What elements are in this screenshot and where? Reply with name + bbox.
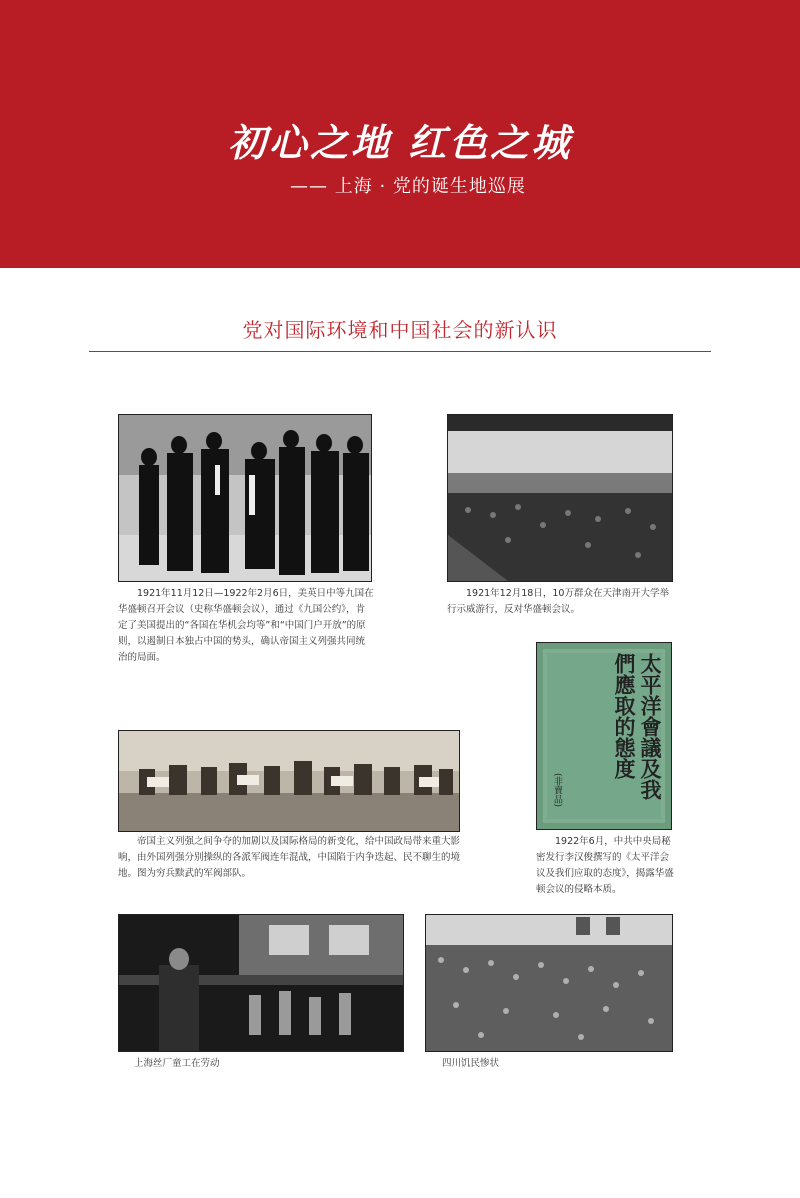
- silk-factory-photo: [118, 914, 404, 1052]
- tianjin-demonstration-photo: [447, 414, 673, 582]
- banner-title: 初心之地 红色之城: [227, 120, 573, 165]
- washington-conference-photo: [118, 414, 372, 582]
- pamphlet-cover-photo: [536, 642, 672, 830]
- tianjin-demonstration-caption: 1921年12月18日，10万群众在天津南开大学举行示威游行，反对华盛顿会议。: [447, 588, 669, 615]
- washington-conference-caption: 1921年11月12日—1922年2月6日，美英日中等九国在华盛顿召开会议（史称华盛顿会议），通过《九国公约》，肯定了美国提出的“各国在华机会均等”和“中国门户开放”的原则，以遏制日本独占中国的势头，确认帝国主义列强共同统治的局面。: [118, 588, 374, 663]
- silk-factory-caption: 上海丝厂童工在劳动: [134, 1058, 220, 1069]
- banner-subtitle: —— 上海 · 党的诞生地巡展: [290, 176, 526, 197]
- pamphlet-cover-title: 太平洋會議及我們應取的態度: [612, 653, 663, 800]
- header-banner: [0, 0, 800, 268]
- pamphlet-cover-tag: (非賣品): [552, 773, 562, 808]
- sichuan-famine-photo: [425, 914, 673, 1052]
- section-heading: 党对国际环境和中国社会的新认识: [242, 318, 558, 342]
- sichuan-famine-caption: 四川饥民惨状: [442, 1058, 500, 1069]
- pamphlet-caption: 1922年6月，中共中央局秘密发行李汉俊撰写的《太平洋会议及我们应取的态度》，揭露华盛顿会议的侵略本质。: [536, 836, 674, 895]
- warlord-troops-photo: [118, 730, 460, 832]
- warlord-troops-caption: 帝国主义列强之间争夺的加剧以及国际格局的新变化，给中国政局带来重大影响，由外国列强分别操纵的各派军阀连年混战，中国陷于内争迭起、民不聊生的境地。图为穷兵黩武的军阀部队。: [118, 836, 461, 879]
- section-divider: [89, 351, 711, 352]
